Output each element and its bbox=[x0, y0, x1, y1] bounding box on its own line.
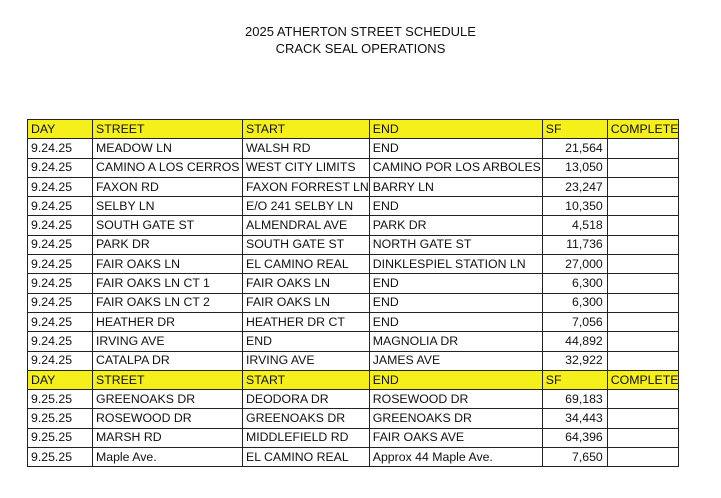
header-complete: COMPLETE bbox=[607, 120, 679, 139]
cell-sf: 21,564 bbox=[542, 139, 607, 158]
cell-street: FAIR OAKS LN CT 1 bbox=[93, 274, 243, 293]
cell-start: FAXON FORREST LN bbox=[243, 177, 370, 196]
cell-street: SELBY LN bbox=[93, 197, 243, 216]
cell-start: SOUTH GATE ST bbox=[243, 235, 370, 254]
header-street: STREET bbox=[93, 370, 243, 389]
cell-end: ROSEWOOD DR bbox=[369, 390, 542, 409]
cell-end: END bbox=[369, 293, 542, 312]
cell-day: 9.24.25 bbox=[28, 312, 93, 331]
cell-day: 9.24.25 bbox=[28, 177, 93, 196]
cell-complete bbox=[607, 197, 679, 216]
cell-street: MEADOW LN bbox=[93, 139, 243, 158]
cell-sf: 7,650 bbox=[542, 448, 607, 467]
cell-start: EL CAMINO REAL bbox=[243, 255, 370, 274]
cell-start: E/O 241 SELBY LN bbox=[243, 197, 370, 216]
cell-complete bbox=[607, 351, 679, 370]
table-row bbox=[28, 197, 679, 216]
cell-sf: 32,922 bbox=[542, 351, 607, 370]
cell-sf: 23,247 bbox=[542, 177, 607, 196]
cell-start: MIDDLEFIELD RD bbox=[243, 428, 370, 447]
table-row bbox=[28, 177, 679, 196]
cell-start: IRVING AVE bbox=[243, 351, 370, 370]
header-sf: SF bbox=[542, 370, 607, 389]
table-row bbox=[28, 255, 679, 274]
cell-complete bbox=[607, 216, 679, 235]
cell-complete bbox=[607, 293, 679, 312]
cell-day: 9.24.25 bbox=[28, 158, 93, 177]
cell-end: END bbox=[369, 197, 542, 216]
cell-street: CATALPA DR bbox=[93, 351, 243, 370]
cell-day: 9.25.25 bbox=[28, 409, 93, 428]
cell-start: GREENOAKS DR bbox=[243, 409, 370, 428]
cell-sf: 69,183 bbox=[542, 390, 607, 409]
schedule-table bbox=[27, 119, 679, 467]
cell-street: FAXON RD bbox=[93, 177, 243, 196]
header-complete: COMPLETE bbox=[607, 370, 679, 389]
cell-day: 9.24.25 bbox=[28, 293, 93, 312]
cell-street: SOUTH GATE ST bbox=[93, 216, 243, 235]
cell-day: 9.25.25 bbox=[28, 448, 93, 467]
cell-day: 9.24.25 bbox=[28, 351, 93, 370]
cell-day: 9.25.25 bbox=[28, 428, 93, 447]
cell-end: BARRY LN bbox=[369, 177, 542, 196]
cell-day: 9.24.25 bbox=[28, 274, 93, 293]
cell-day: 9.24.25 bbox=[28, 255, 93, 274]
cell-complete bbox=[607, 274, 679, 293]
table-row bbox=[28, 312, 679, 331]
schedule-table-body bbox=[28, 120, 679, 467]
cell-complete bbox=[607, 255, 679, 274]
table-row bbox=[28, 390, 679, 409]
header-row bbox=[28, 120, 679, 139]
cell-day: 9.24.25 bbox=[28, 197, 93, 216]
cell-start: EL CAMINO REAL bbox=[243, 448, 370, 467]
cell-end: PARK DR bbox=[369, 216, 542, 235]
cell-complete bbox=[607, 235, 679, 254]
cell-complete bbox=[607, 312, 679, 331]
cell-start: ALMENDRAL AVE bbox=[243, 216, 370, 235]
cell-end: GREENOAKS DR bbox=[369, 409, 542, 428]
cell-street: IRVING AVE bbox=[93, 332, 243, 351]
cell-start: WALSH RD bbox=[243, 139, 370, 158]
cell-sf: 7,056 bbox=[542, 312, 607, 331]
header-end: END bbox=[369, 370, 542, 389]
cell-day: 9.24.25 bbox=[28, 216, 93, 235]
cell-start: WEST CITY LIMITS bbox=[243, 158, 370, 177]
cell-sf: 27,000 bbox=[542, 255, 607, 274]
cell-sf: 10,350 bbox=[542, 197, 607, 216]
cell-sf: 34,443 bbox=[542, 409, 607, 428]
cell-end: END bbox=[369, 274, 542, 293]
header-row bbox=[28, 370, 679, 389]
cell-end: JAMES AVE bbox=[369, 351, 542, 370]
document-subtitle: CRACK SEAL OPERATIONS bbox=[275, 41, 446, 56]
cell-complete bbox=[607, 332, 679, 351]
header-end: END bbox=[369, 120, 542, 139]
cell-end: END bbox=[369, 312, 542, 331]
table-row bbox=[28, 332, 679, 351]
cell-sf: 4,518 bbox=[542, 216, 607, 235]
table-row bbox=[28, 293, 679, 312]
table-row bbox=[28, 409, 679, 428]
cell-sf: 44,892 bbox=[542, 332, 607, 351]
cell-street: MARSH RD bbox=[93, 428, 243, 447]
cell-day: 9.25.25 bbox=[28, 390, 93, 409]
cell-start: FAIR OAKS LN bbox=[243, 274, 370, 293]
cell-sf: 6,300 bbox=[542, 293, 607, 312]
cell-complete bbox=[607, 139, 679, 158]
cell-complete bbox=[607, 409, 679, 428]
cell-street: Maple Ave. bbox=[93, 448, 243, 467]
document-title: 2025 ATHERTON STREET SCHEDULE bbox=[245, 24, 476, 39]
cell-end: FAIR OAKS AVE bbox=[369, 428, 542, 447]
cell-sf: 6,300 bbox=[542, 274, 607, 293]
table-row bbox=[28, 448, 679, 467]
table-row bbox=[28, 139, 679, 158]
cell-complete bbox=[607, 158, 679, 177]
cell-street: GREENOAKS DR bbox=[93, 390, 243, 409]
cell-complete bbox=[607, 448, 679, 467]
cell-sf: 11,736 bbox=[542, 235, 607, 254]
cell-street: FAIR OAKS LN CT 2 bbox=[93, 293, 243, 312]
cell-start: DEODORA DR bbox=[243, 390, 370, 409]
cell-day: 9.24.25 bbox=[28, 332, 93, 351]
cell-day: 9.24.25 bbox=[28, 139, 93, 158]
table-row bbox=[28, 274, 679, 293]
table-row bbox=[28, 158, 679, 177]
cell-street: PARK DR bbox=[93, 235, 243, 254]
cell-start: HEATHER DR CT bbox=[243, 312, 370, 331]
cell-end: Approx 44 Maple Ave. bbox=[369, 448, 542, 467]
table-row bbox=[28, 235, 679, 254]
header-day: DAY bbox=[28, 120, 93, 139]
header-street: STREET bbox=[93, 120, 243, 139]
cell-start: FAIR OAKS LN bbox=[243, 293, 370, 312]
cell-street: HEATHER DR bbox=[93, 312, 243, 331]
cell-sf: 64,396 bbox=[542, 428, 607, 447]
cell-end: DINKLESPIEL STATION LN bbox=[369, 255, 542, 274]
cell-complete bbox=[607, 177, 679, 196]
cell-street: FAIR OAKS LN bbox=[93, 255, 243, 274]
cell-street: ROSEWOOD DR bbox=[93, 409, 243, 428]
cell-complete bbox=[607, 428, 679, 447]
header-start: START bbox=[243, 370, 370, 389]
header-sf: SF bbox=[542, 120, 607, 139]
cell-end: NORTH GATE ST bbox=[369, 235, 542, 254]
cell-street: CAMINO A LOS CERROS bbox=[93, 158, 243, 177]
header-day: DAY bbox=[28, 370, 93, 389]
table-row bbox=[28, 351, 679, 370]
cell-day: 9.24.25 bbox=[28, 235, 93, 254]
cell-start: END bbox=[243, 332, 370, 351]
cell-sf: 13,050 bbox=[542, 158, 607, 177]
cell-end: END bbox=[369, 139, 542, 158]
header-start: START bbox=[243, 120, 370, 139]
cell-end: CAMINO POR LOS ARBOLES bbox=[369, 158, 542, 177]
cell-complete bbox=[607, 390, 679, 409]
cell-end: MAGNOLIA DR bbox=[369, 332, 542, 351]
table-row bbox=[28, 428, 679, 447]
table-row bbox=[28, 216, 679, 235]
